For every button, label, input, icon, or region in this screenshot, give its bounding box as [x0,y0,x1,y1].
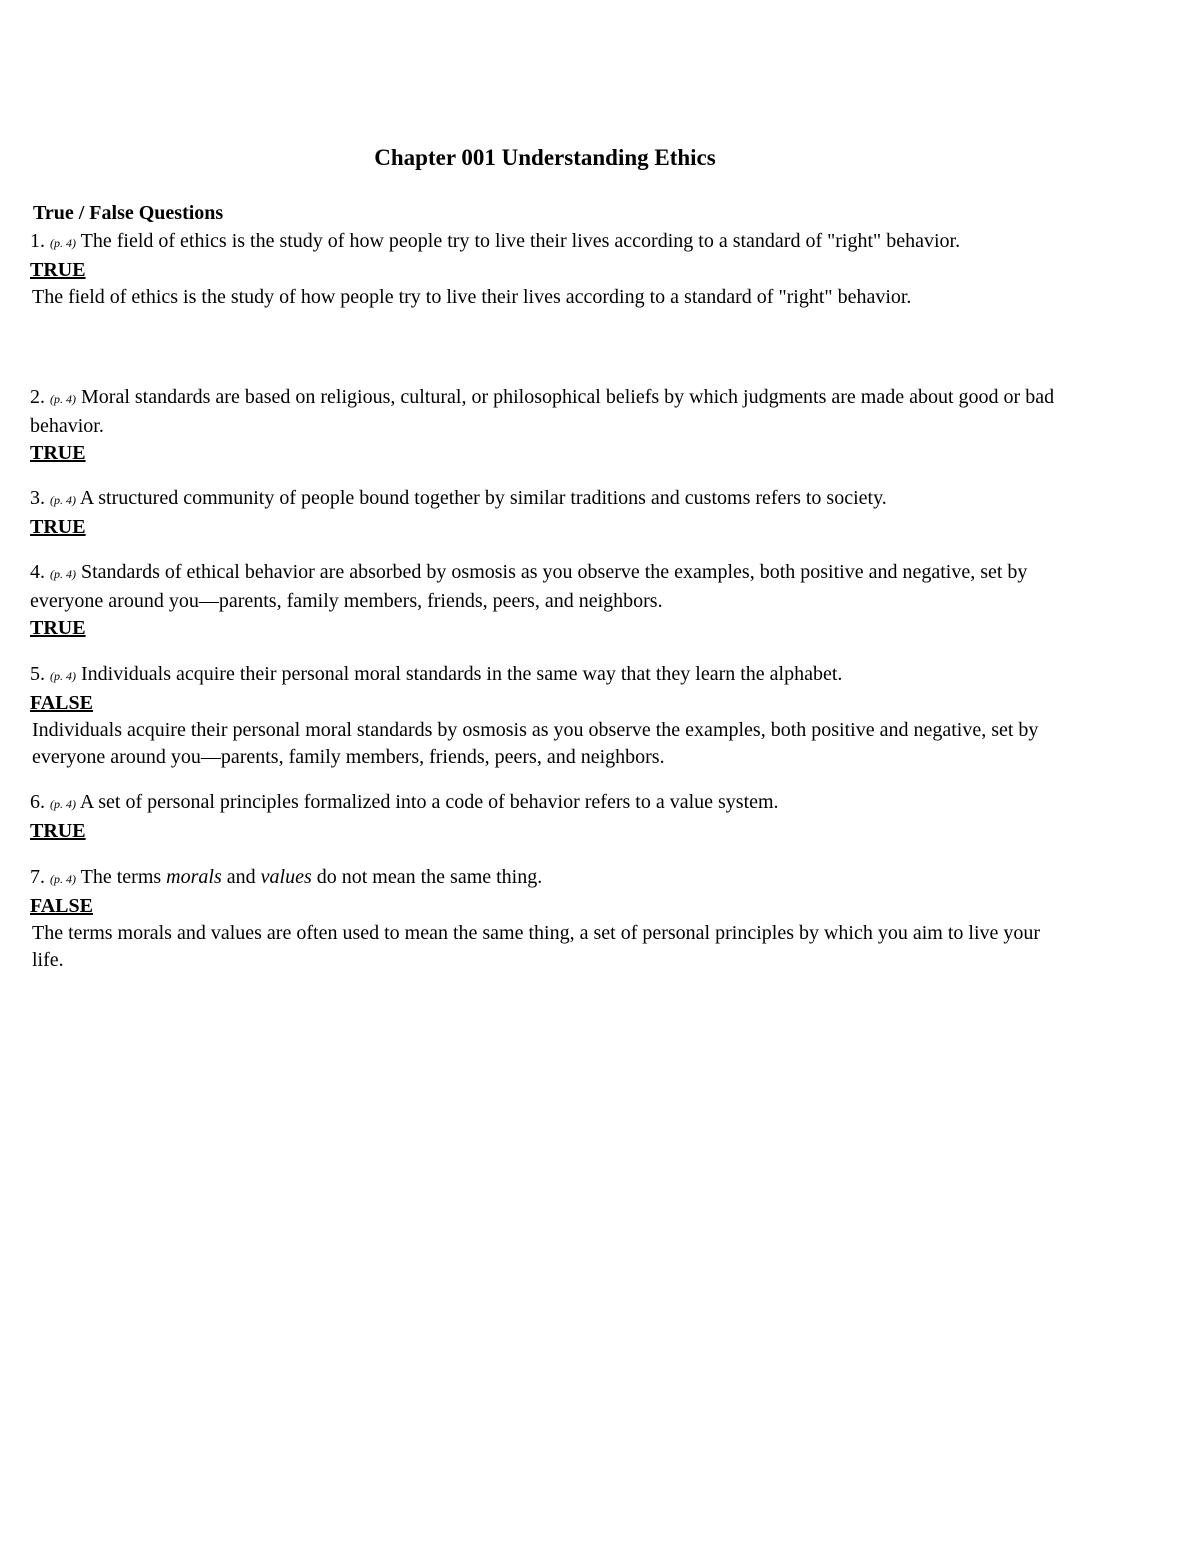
question-stem [30,789,1070,818]
answer-label: TRUE [30,820,86,842]
answer-label: TRUE [30,617,86,639]
question-5 [30,661,1070,771]
question-text-mid: and [226,866,256,888]
question-2 [30,384,1070,467]
question-text-after: do not mean the same thing. [316,866,543,888]
question-number: 5. [30,663,45,685]
question-6 [30,789,1070,845]
question-text: A structured community of people bound together by similar traditions and customs refers to society. [79,487,887,509]
page-reference: (p. 4) [50,493,76,507]
page-reference: (p. 4) [50,669,76,683]
page-reference: (p. 4) [50,797,76,811]
section-heading: True / False Questions [33,202,224,224]
question-stem [30,485,1070,514]
question-number: 7. [30,866,45,888]
question-1 [30,228,1070,311]
answer-explanation: The terms morals and values are often used to mean the same thing, a set of personal principles by which you aim to live your life. [32,922,1041,971]
question-stem [30,661,1070,690]
question-text: Moral standards are based on religious, cultural, or philosophical beliefs by which judgments are made about good or bad behavior. [30,386,1055,437]
question-text: The field of ethics is the study of how people try to live their lives according to a standard of "right" behavior. [80,230,961,252]
question-stem [30,864,1070,893]
answer-label: TRUE [30,516,86,538]
question-term-values: values [260,866,312,888]
page-reference: (p. 4) [50,236,76,250]
question-text-before: The terms [80,866,162,888]
page-reference: (p. 4) [50,392,76,406]
question-stem [30,559,1070,615]
question-stem [30,384,1070,440]
question-term-morals: morals [166,866,222,888]
answer-explanation: Individuals acquire their personal moral standards by osmosis as you observe the examples, both positive and negative, set by everyone around you—parents, family members, friends, peers, and neighbors. [32,719,1039,768]
question-text: Individuals acquire their personal moral standards in the same way that they learn the alphabet. [81,663,843,685]
question-text: A set of personal principles formalized into a code of behavior refers to a value system. [79,791,779,813]
question-number: 6. [30,791,45,813]
question-7 [30,864,1070,974]
answer-label: TRUE [30,259,86,281]
question-text: Standards of ethical behavior are absorbed by osmosis as you observe the examples, both positive and negative, set by everyone around you—parents, family members, friends, peers, and neighbors. [30,561,1028,612]
answer-label: FALSE [30,692,93,714]
question-number: 4. [30,561,45,583]
answer-label: FALSE [30,895,93,917]
question-number: 2. [30,386,45,408]
answer-label: TRUE [30,442,86,464]
question-number: 1. [30,230,45,252]
page-reference: (p. 4) [50,872,76,886]
question-number: 3. [30,487,45,509]
question-4 [30,559,1070,642]
question-stem [30,228,1070,257]
page-title: Chapter 001 Understanding Ethics [374,145,716,170]
question-3 [30,485,1070,541]
page-reference: (p. 4) [50,567,76,581]
answer-explanation: The field of ethics is the study of how people try to live their lives according to a standard of "right" behavior. [32,286,912,308]
